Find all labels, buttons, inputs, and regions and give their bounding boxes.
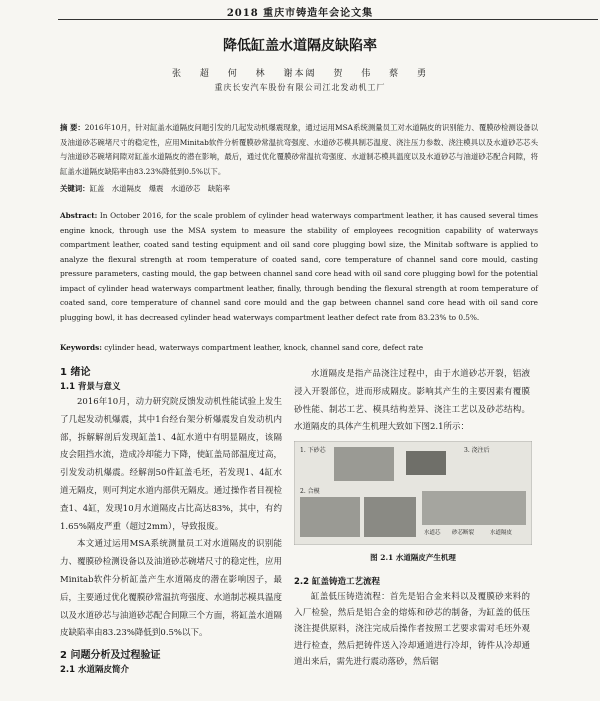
photo-placeholder xyxy=(422,491,526,525)
figure-step-label: 1. 下砂芯 xyxy=(300,447,326,454)
right-column xyxy=(294,366,530,437)
subsection-heading: 1.1 背景与意义 xyxy=(60,382,121,392)
keywords-en xyxy=(60,343,538,352)
body-paragraph: 2016年10月，动力研究院反馈发动机性能试验上发生了几起发动机爆震，其中1台经台架分析爆震发自发动机内部，拆解解剖后发现缸盖1、4缸水道中有明显隔皮，该隔皮会阻挡水流，造成冷却能力下降，使缸盖局部温度过高，引发发动机爆震。经解剖50件缸盖毛坯，若发现1、4缸水道无隔皮，则可判定水道内部供无隔皮。通过操作者目视检查1、4缸，发现10月水道隔皮占比高达83%，其中，有约1.65%隔皮严重（超过2mm），导致报废。 xyxy=(60,397,282,532)
keywords-en-label: Keywords: xyxy=(60,343,102,352)
figure-step-label: 3. 浇注后 xyxy=(464,447,490,454)
keywords-cn-text: 缸盖 水道隔皮 爆震 水道砂芯 缺陷率 xyxy=(89,184,231,193)
author: 何 林 xyxy=(227,69,267,79)
photo-placeholder xyxy=(364,497,416,537)
figure-step-label: 2. 合模 xyxy=(300,488,320,495)
author: 谢本阔 xyxy=(283,69,317,79)
figure-caption: 图 2.1 水道隔皮产生机理 xyxy=(370,553,456,562)
abstract-en-text: In October 2016, for the scale problem of cylinder head waterways compartment leather, it has caused several times engine knock, through use the MSA system to measure the stability of employees recognition capability of waterways compartment leather, coated sand testing equipment and oil sand core plugging bowl size, the Minitab software is applied to analyze the flexural strength at room temperature of coated sand, core temperature of channel sand core mould, casting pressure parameters, casting mould, the gap between channel sand core head with oil sand core plugging bowl for the potential impact of cylinder head waterways compartment leather, finally, through bending the flexural strength at room temperature of coated sand, core temperature of channel sand core mould and the gap between channel sand core head with oil sand core plugging bowl, it has decreased cylinder head waterways compartment leather defect rate from 83.23% to 0.5%. xyxy=(60,211,538,322)
abstract-cn-text: 2016年10月，针对缸盖水道隔皮问题引发的几起发动机爆震现象，通过运用MSA系统测量员工对水道隔皮的识别能力、覆膜砂检测设备以及油道砂芯碗堵尺寸的稳定性，应用Minitab软件分析覆膜砂常温抗弯强度、水道砂芯模具制芯温度、浇注压力参数、浇注模具以及水道砂芯芯头与油道砂芯碗堵间隙对缸盖水道隔皮的潜在影响，最后，通过优化覆膜砂常温抗弯强度、水道制芯模具温度以及水道砂芯与油道砂芯配合间隙，将缸盖水道隔皮缺陷率由83.23%降低到0.5%以下。 xyxy=(60,123,539,176)
left-column xyxy=(60,366,282,677)
keywords-cn-label: 关键词： xyxy=(60,184,90,193)
keywords-en-text: cylinder head, waterways compartment leather, knock, channel sand core, defect rate xyxy=(104,343,424,352)
affiliation: 重庆长安汽车股份有限公司江北发动机工厂 xyxy=(214,83,386,92)
author: 张 超 xyxy=(171,69,211,79)
figure-part-label: 水道芯 xyxy=(424,530,441,536)
paper-title: 降低缸盖水道隔皮缺陷率 xyxy=(223,38,377,54)
author: 蔡 勇 xyxy=(389,69,428,79)
figure-part-label: 水道隔皮 xyxy=(490,530,513,536)
body-paragraph: 本文通过运用MSA系统测量员工对水道隔皮的识别能力、覆膜砂检测设备以及油道砂芯碗堵尺寸的稳定性，应用Minitab软件分析缸盖产生水道隔皮的潜在影响因子，最后，主要通过优化覆膜砂常温抗弯强度、水道制芯模具温度以及水道砂芯与油道砂芯配合间隙三个方面，将缸盖水道隔皮缺陷率由83.23%降低到0.5%以下。 xyxy=(60,539,282,639)
keywords-cn xyxy=(60,183,538,194)
subsection-heading: 2.2 缸盖铸造工艺流程 xyxy=(294,577,381,587)
author: 贺 伟 xyxy=(333,69,373,79)
photo-placeholder xyxy=(334,447,394,481)
running-head: 2018 重庆市铸造年会论文集 xyxy=(226,8,374,19)
abstract-en xyxy=(60,209,538,325)
abstract-en-label: Abstract: xyxy=(60,211,98,220)
abstract-cn xyxy=(60,121,538,179)
author-list xyxy=(0,66,600,79)
header-rule xyxy=(58,19,598,20)
section-heading: 2 问题分析及过程验证 xyxy=(60,650,161,662)
photo-placeholder xyxy=(406,451,446,475)
body-paragraph: 水道隔皮是指产品浇注过程中，由于水道砂芯开裂，铝液浸入开裂部位，进而形成隔皮。影响其产生的主要因素有覆膜砂性能、制芯工艺、模具结构差异、浇注工艺以及砂芯结构。水道隔皮的具体产生机理大致如下图2.1所示： xyxy=(294,369,530,433)
mechanism-figure xyxy=(294,441,532,545)
figure-part-label: 砂芯断裂 xyxy=(452,530,475,536)
section-heading: 1 绪论 xyxy=(60,367,91,378)
photo-placeholder xyxy=(300,497,360,537)
body-paragraph: 缸盖低压铸造流程：首先是铝合金来料以及覆膜砂来料的入厂检验，然后是铝合金的熔炼和砂芯的制备，为缸盖的低压浇注提供原料，浇注完成后操作者按照工艺要求需对毛坯外观进行检查，然后把铸件送入冷却通道进行冷却，铸件从冷却通道出来后，需先进行震动落砂，然后锯 xyxy=(294,592,530,667)
subsection-heading: 2.1 水道隔皮简介 xyxy=(60,665,130,676)
abstract-cn-label: 摘 要： xyxy=(60,123,85,132)
right-column-lower xyxy=(294,575,530,670)
